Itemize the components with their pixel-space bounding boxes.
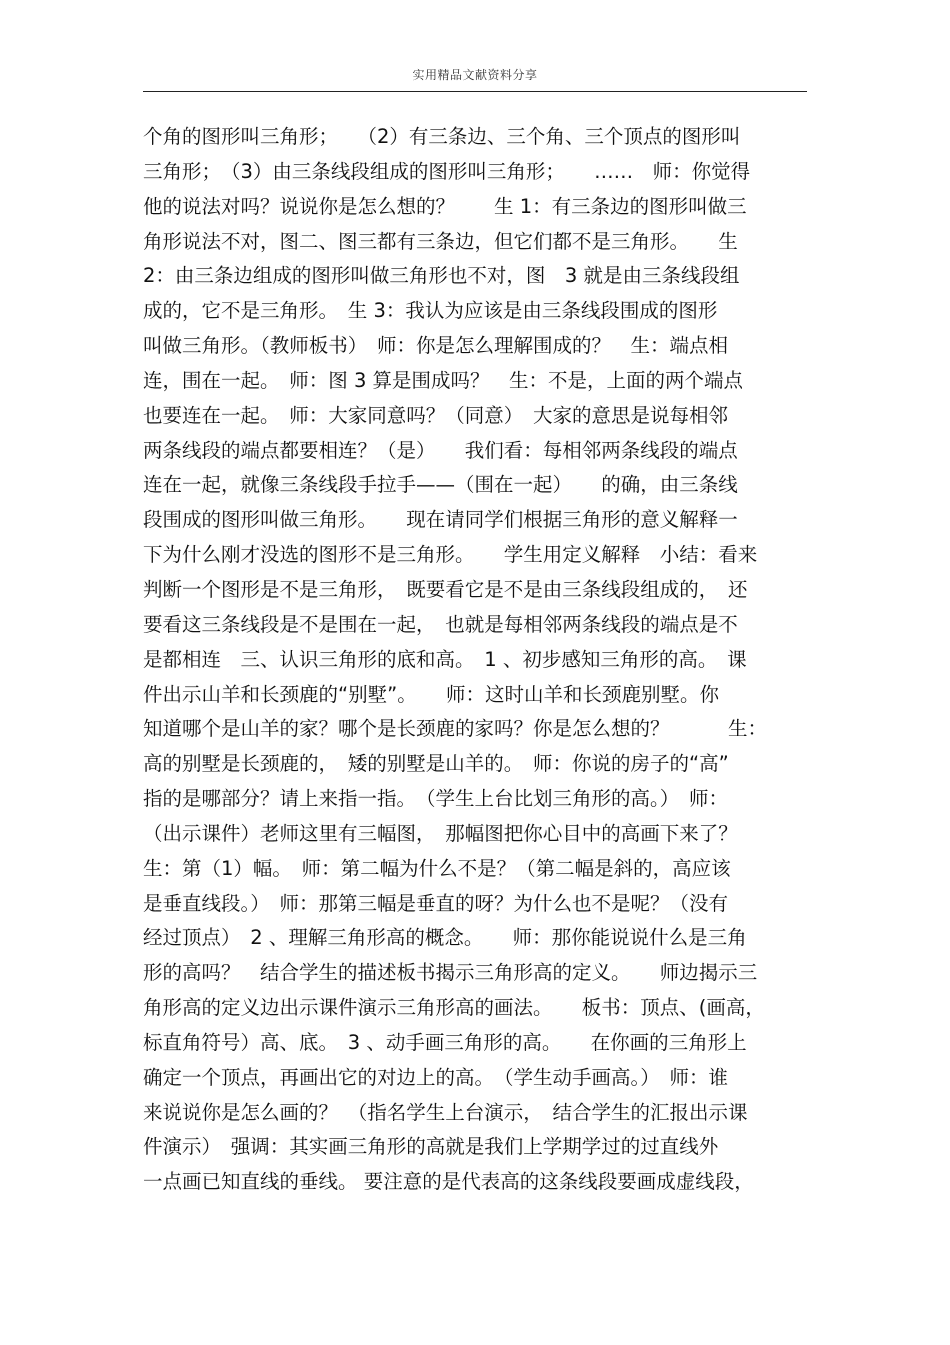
text-line: 是都相连 三、认识三角形的底和高。 1 、初步感知三角形的高。 课	[143, 647, 747, 671]
text-line: 高的别墅是长颈鹿的， 矮的别墅是山羊的。 师：你说的房子的“高”	[143, 752, 729, 776]
text-line: 一点画已知直线的垂线。 要注意的是代表高的这条线段要画成虚线段，	[143, 1170, 754, 1194]
text-line: 个角的图形叫三角形； （2）有三条边、三个角、三个顶点的图形叫	[143, 125, 741, 148]
page-header: 实用精品文献资料分享	[412, 68, 538, 82]
text-line: 叫做三角形。（教师板书） 师：你是怎么理解围成的？ 生：端点相	[143, 334, 729, 358]
text-line: 三角形； （3）由三条线段组成的图形叫三角形； …… 师：你觉得	[143, 159, 751, 183]
text-line: 指的是哪部分？请上来指一指。 （学生上台比划三角形的高。） 师：	[143, 787, 729, 811]
text-line: （出示课件）老师这里有三幅图， 那幅图把你心目中的高画下来了？	[143, 821, 738, 845]
text-line: 件演示） 强调：其实画三角形的高就是我们上学期学过的过直线外	[143, 1135, 719, 1159]
text-line: 标直角符号）高、底。 3 、动手画三角形的高。 在你画的三角形上	[143, 1030, 747, 1054]
text-line: 形的高吗？ 结合学生的描述板书揭示三角形高的定义。 师边揭示三	[143, 961, 758, 985]
text-line: 两条线段的端点都要相连？（是） 我们看：每相邻两条线段的端点	[143, 438, 738, 462]
text-line: 要看这三条线段是不是围在一起， 也就是每相邻两条线段的端点是不	[143, 612, 738, 636]
header-divider	[143, 91, 807, 92]
text-line: 连，围在一起。 师：图 3 算是围成吗？ 生：不是，上面的两个端点	[143, 368, 744, 392]
text-line: 判断一个图形是不是三角形， 既要看它是不是由三条线段组成的， 还	[143, 577, 748, 601]
text-line: 也要连在一起。 师：大家同意吗？（同意） 大家的意思是说每相邻	[143, 403, 729, 427]
text-line: 段围成的图形叫做三角形。 现在请同学们根据三角形的意义解释一	[143, 508, 738, 532]
text-line: 经过顶点） 2 、理解三角形高的概念。 师：那你能说说什么是三角	[143, 926, 747, 950]
text-line: 角形说法不对，图二、图三都有三条边，但它们都不是三角形。 生	[143, 229, 738, 253]
text-line: 确定一个顶点，再画出它的对边上的高。 （学生动手画高。） 师：谁	[143, 1065, 729, 1089]
text-line: 下为什么刚才没选的图形不是三角形。 学生用定义解释 小结：看来	[143, 543, 758, 567]
text-line: 来说说你是怎么画的？ （指名学生上台演示， 结合学生的汇报出示课	[143, 1100, 748, 1124]
text-line: 2：由三条边组成的图形叫做三角形也不对，图 3 就是由三条线段组	[143, 264, 740, 288]
text-line: 角形高的定义边出示课件演示三角形高的画法。 板书：顶点、(画高，	[143, 996, 765, 1020]
document-body	[143, 120, 823, 1200]
text-line: 件出示山羊和长颈鹿的“别墅”。 师：这时山羊和长颈鹿别墅。你	[143, 682, 719, 706]
text-line: 是垂直线段。） 师：那第三幅是垂直的呀？为什么也不是呢？（没有	[143, 891, 729, 915]
text-line: 成的，它不是三角形。 生 3：我认为应该是由三条线段围成的图形	[143, 299, 718, 323]
text-line: 知道哪个是山羊的家？哪个是长颈鹿的家吗？你是怎么想的？ 生：	[143, 717, 768, 741]
text-line: 生：第（1）幅。 师：第二幅为什么不是？（第二幅是斜的，高应该	[143, 856, 731, 880]
text-line: 连在一起，就像三条线段手拉手——（围在一起） 的确，由三条线	[143, 473, 738, 497]
text-line: 他的说法对吗？说说你是怎么想的？ 生 1：有三条边的图形叫做三	[143, 194, 747, 218]
